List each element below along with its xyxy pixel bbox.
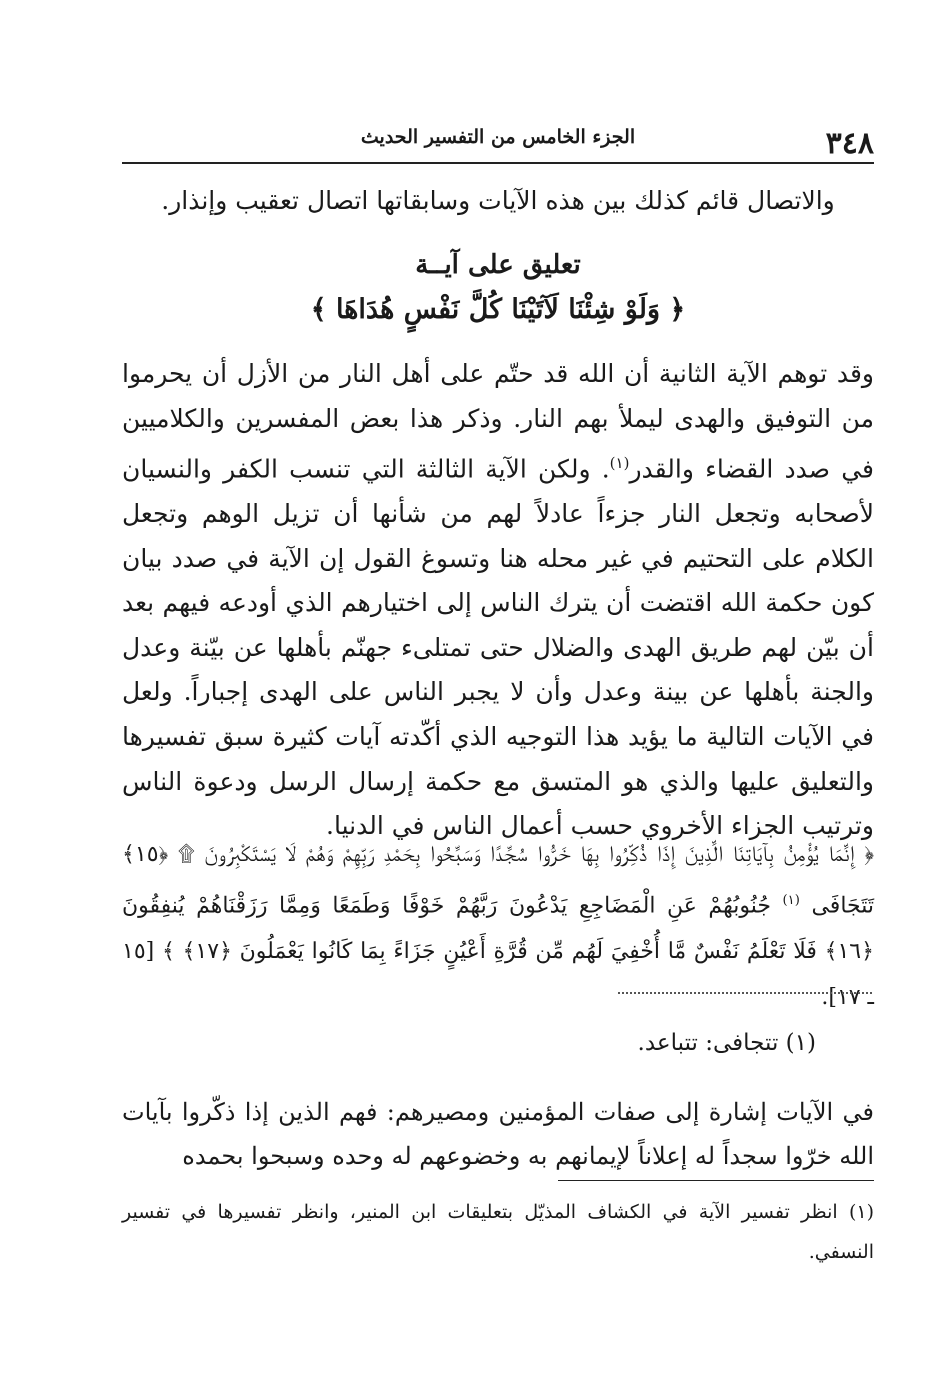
paragraph-text-2: . ولكن الآية الثالثة التي تنسب الكفر والنسيان لأصحابه وتجعل النار جزءاً عادلاً لهم من شأنها أن تزيل الوهم وتجعل الكلام على التحتيم في غير محله هنا وتسوغ القول إن الآية في صدد بيان كون حكمة الله اقتضت أن يترك الناس إلى اختيارهم الذي أودعه فيهم بعد أن بيّن لهم طريق الهدى والضلال حتى تمتلىء جهنّم بأهلها عن بيّنة وعدل والجنة بأهلها عن بينة وعدل وأن لا يجبر الناس على الهدى إجباراً. ولعل في الآيات التالية ما يؤيد هذا التوجيه الذي أكّدته آيات كثيرة سبق تفسيرها والتعليق عليها والذي هو المتسق مع حكمة إرسال الرسل ودعوة الناس وترتيب الجزاء الأخروي حسب أعمال الناس في الدنيا. <box>122 454 874 841</box>
interpretation-paragraph: في الآيات إشارة إلى صفات المؤمنين ومصيرهم: فهم الذين إذا ذكّروا بآيات الله خرّوا سجداً له إعلاناً لإيمانهم به وخضوعهم له وحده وسبحوا بحمده <box>122 1098 874 1170</box>
intro-line: والاتصال قائم كذلك بين هذه الآيات وسابقاتها اتصال تعقيب وإنذار. <box>161 186 835 215</box>
dotted-separator <box>618 992 872 994</box>
footnote-rule <box>558 1180 874 1181</box>
quran-text-1: ﴿ إِنَّمَا يُؤْمِنُ بِآيَاتِنَا الَّذِينَ إِذَا ذُكِّرُوا بِهَا خَرُّوا سُجَّدًا وَسَبَّحُوا بِحَمْدِ رَبِّهِمْ وَهُمْ لَا يَسْتَكْبِرُونَ ۩ ﴿١٥﴾ تَتَجَافَى <box>122 842 874 919</box>
commentary-paragraph <box>122 352 874 849</box>
quran-text-2: جُنُوبُهُمْ عَنِ الْمَضَاجِعِ يَدْعُونَ رَبَّهُمْ خَوْفًا وَطَمَعًا وَمِمَّا رَزَقْنَاهُمْ يُنفِقُونَ ﴿١٦﴾ فَلَا تَعْلَمُ نَفْسٌ مَّا أُخْفِيَ لَهُم مِّن قُرَّةِ أَعْيُنٍ جَزَاءً بِمَا كَانُوا يَعْمَلُونَ ﴿١٧﴾ ﴾ <box>122 893 874 965</box>
section-heading: تعليق على آيــة <box>415 250 581 280</box>
verse-footnote-ref: (١) <box>782 893 800 908</box>
running-title: الجزء الخامس من التفسير الحديث <box>360 126 636 148</box>
paragraph-text-1: وقد توهم الآية الثانية أن الله قد حتّم على أهل النار من الأزل أن يحرموا من التوفيق والهدى ليملأ بهم النار. وذكر هذا بعض المفسرين والكلاميين في صدد القضاء والقدر <box>122 359 874 484</box>
footnote: (١) انظر تفسير الآية في الكشاف المذيّل بتعليقات ابن المنير، وانظر تفسيرها في تفسير النسفي. <box>122 1201 874 1263</box>
footnote-ref: (١) <box>609 454 630 473</box>
page-header <box>122 120 874 164</box>
verse-range: [١٥ ـ ١٧]. <box>122 939 874 1011</box>
section-verse: ﴿ وَلَوْ شِئْنَا لَآتَيْنَا كُلَّ نَفْسٍ هُدَاهَا ﴾ <box>310 294 686 325</box>
page-number: ٣٤٨ <box>825 126 874 161</box>
verse-footnote: (١) تتجافى: تتباعد. <box>637 1030 816 1056</box>
